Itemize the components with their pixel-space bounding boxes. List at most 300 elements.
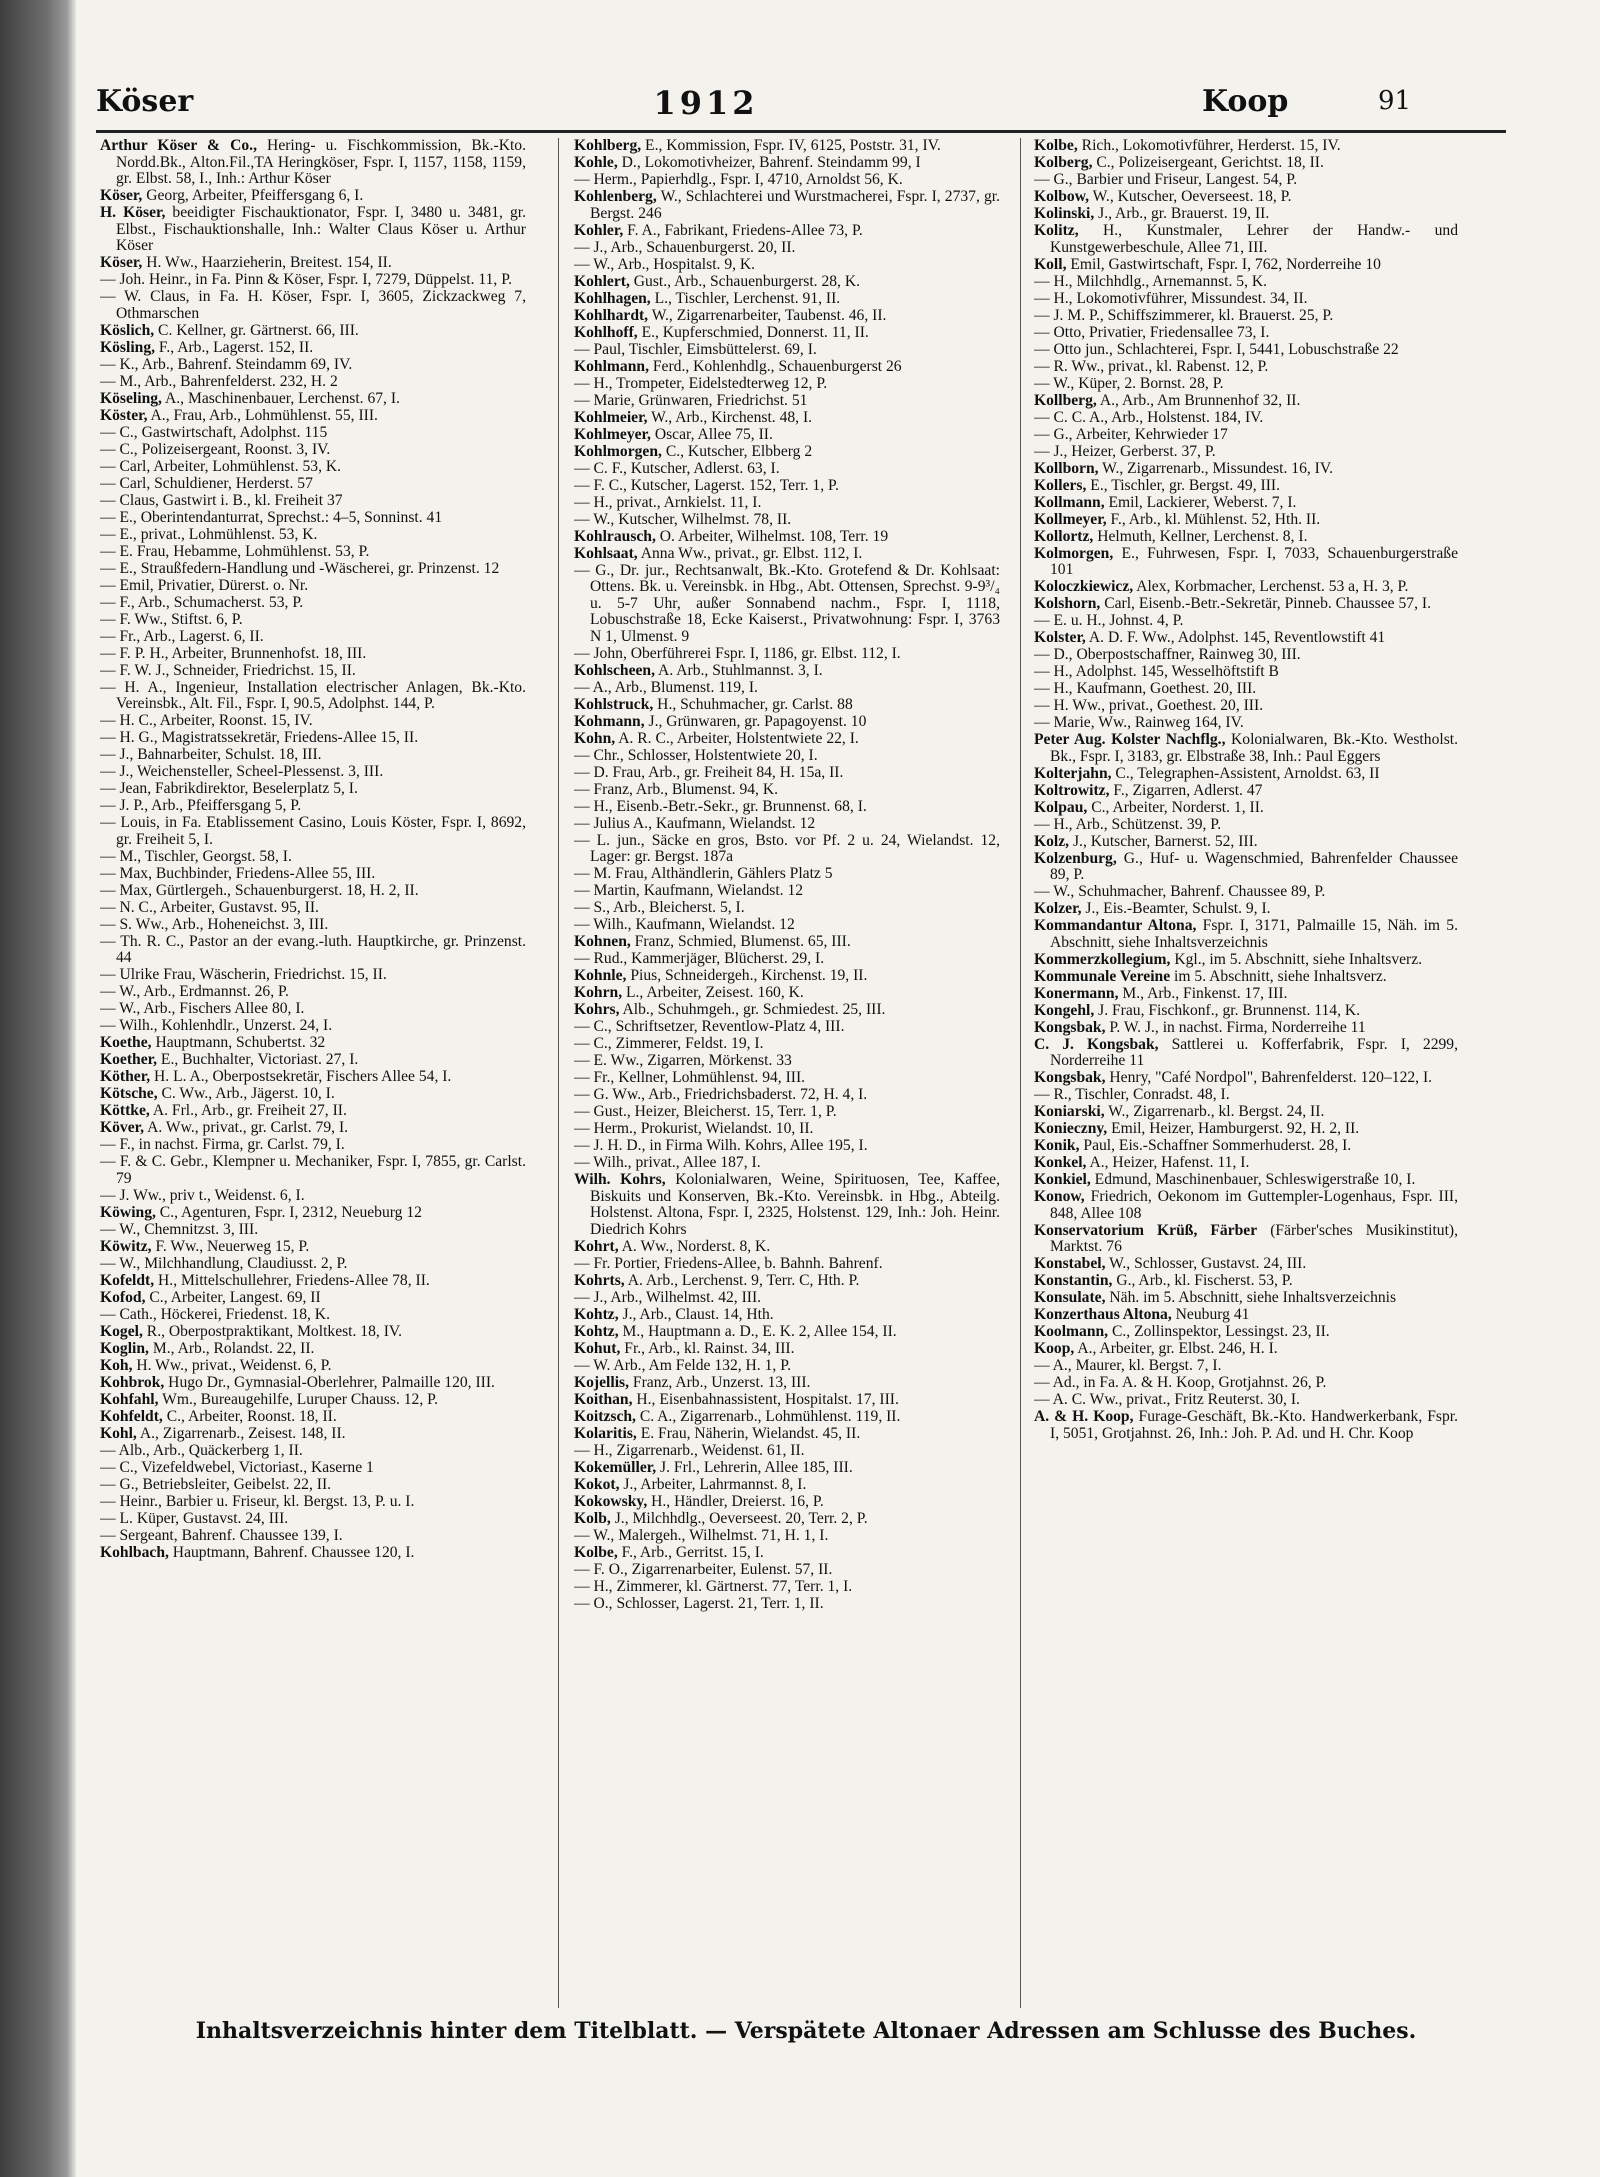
entry-name: Kohnle, xyxy=(574,967,627,984)
directory-entry xyxy=(1034,1358,1458,1375)
entry-details: — Fr., Kellner, Lohmühlenst. 94, III. xyxy=(574,1069,806,1086)
entry-name: Koh, xyxy=(100,1356,133,1374)
entry-name: Kolitz, xyxy=(1034,222,1079,239)
entry-details: — Max, Gürtlergeh., Schauenburgerst. 18, H. 2, II. xyxy=(100,881,419,899)
entry-details: — F. Ww., Stiftst. 6, P. xyxy=(100,610,243,628)
entry-details: — H., Eisenb.-Betr.-Sekr., gr. Brunnenst. 68, I. xyxy=(574,797,867,815)
entry-details: — G., Arbeiter, Kehrwieder 17 xyxy=(1034,425,1228,443)
entry-details: Pius, Schneidergeh., Kirchenst. 19, II. xyxy=(626,967,868,984)
entry-details: A. Arb., Stuhlmannst. 3, I. xyxy=(655,661,823,679)
entry-details: G., Huf- u. Wagenschmied, Bahrenfelder Chaussee 89, P. xyxy=(1050,849,1458,883)
directory-entry xyxy=(100,1443,526,1460)
entry-details: H., Mittelschullehrer, Friedens-Allee 78, II. xyxy=(154,1271,430,1289)
directory-entry xyxy=(574,934,1000,951)
directory-entry xyxy=(1034,1020,1458,1037)
directory-entry xyxy=(100,1392,526,1409)
entry-details: — Rud., Kammerjäger, Blücherst. 29, I. xyxy=(574,950,825,967)
directory-entry xyxy=(100,781,526,798)
entry-details: A., Heizer, Hafenst. 11, I. xyxy=(1086,1154,1250,1171)
directory-entry xyxy=(1034,1223,1458,1256)
entry-details: — Franz, Arb., Blumenst. 94, K. xyxy=(574,780,779,798)
entry-details: A., Zigarrenarb., Zeisest. 148, II. xyxy=(136,1424,346,1442)
directory-entry xyxy=(1034,223,1458,256)
entry-name: Kohlmeyer, xyxy=(574,425,651,443)
directory-entry xyxy=(1034,851,1458,884)
directory-entry xyxy=(1034,274,1458,291)
directory-entry xyxy=(1034,1189,1458,1222)
entry-details: — M. Frau, Althändlerin, Gählers Platz 5 xyxy=(574,865,833,882)
entry-details: — Fr., Arb., Lagerst. 6, II. xyxy=(100,627,264,645)
entry-name: Koitzsch, xyxy=(574,1407,636,1425)
entry-details: Furage-Geschäft, Bk.-Kto. Handwerkerbank, Fspr. I, 5051, Grotjahnst. 26, Inh.: Joh. P. Ad. und H. Chr. Koop xyxy=(1050,1408,1458,1442)
entry-name: Koniarski, xyxy=(1034,1103,1105,1120)
entry-details: Emil, Gastwirtschaft, Fspr. I, 762, Norderreihe 10 xyxy=(1066,255,1381,273)
entry-details: W., Zigarrenarbeiter, Taubenst. 46, II. xyxy=(648,306,887,324)
entry-name: Köser, xyxy=(100,187,143,204)
entry-details: — A., Maurer, kl. Bergst. 7, I. xyxy=(1034,1357,1222,1374)
directory-entry xyxy=(574,646,1000,663)
directory-entry xyxy=(1034,596,1458,613)
entry-name: Kollmann, xyxy=(1034,493,1105,511)
directory-entry xyxy=(100,1256,526,1273)
entry-name: Peter Aug. Kolster Nachflg., xyxy=(1034,731,1226,748)
entry-details: L., Tischler, Lerchenst. 91, II. xyxy=(650,289,841,307)
entry-details: (Färber'sches Musikinstitut), Marktst. 76 xyxy=(1050,1221,1458,1255)
entry-details: — W., Kutscher, Wilhelmst. 78, II. xyxy=(574,510,792,528)
entry-details: J., Milchhdlg., Oeverseest. 20, Terr. 2, P. xyxy=(610,1509,868,1527)
entry-name: Kohrts, xyxy=(574,1271,625,1289)
directory-entry xyxy=(100,1205,526,1222)
entry-name: Köslich, xyxy=(100,321,155,339)
entry-name: Kohlscheen, xyxy=(574,661,656,679)
entry-details: A. Arb., Lerchenst. 9, Terr. C, Hth. P. xyxy=(624,1271,860,1289)
directory-entry xyxy=(1034,206,1458,223)
entry-name: C. J. Kongsbak, xyxy=(1034,1035,1159,1053)
entry-details: — W., Milchhandlung, Claudiusst. 2, P. xyxy=(100,1254,348,1272)
directory-entry xyxy=(100,595,526,612)
entry-details: J., Arb., gr. Brauerst. 19, II. xyxy=(1094,205,1270,222)
directory-entry xyxy=(100,1545,526,1562)
entry-name: Kollmeyer, xyxy=(1034,510,1107,528)
directory-entry xyxy=(574,478,1000,495)
directory-entry xyxy=(100,544,526,561)
entry-details: — W. Claus, in Fa. H. Köser, Fspr. I, 3605, Zickzackweg 7, Othmarschen xyxy=(100,288,526,322)
entry-name: Kohrn, xyxy=(574,984,623,1001)
directory-entry xyxy=(100,459,526,476)
directory-entry xyxy=(574,680,1000,697)
entry-name: Konservatorium Krüß, Färber xyxy=(1034,1221,1258,1239)
directory-entry xyxy=(574,393,1000,410)
entry-details: C., Telegraphen-Assistent, Arnoldst. 63, II xyxy=(1111,764,1380,782)
entry-details: Näh. im 5. Abschnitt, siehe Inhaltsverzeichnis xyxy=(1105,1289,1397,1306)
entry-details: W., Zigarrenarb., Missundest. 16, IV. xyxy=(1098,459,1334,477)
directory-entry xyxy=(100,730,526,747)
entry-details: — J., Bahnarbeiter, Schulst. 18, III. xyxy=(100,746,322,763)
directory-entry xyxy=(574,189,1000,222)
directory-entry xyxy=(1034,342,1458,359)
entry-name: Koloczkiewicz, xyxy=(1034,578,1134,595)
entry-details: — E., privat., Lohmühlenst. 53, K. xyxy=(100,525,318,543)
directory-entry xyxy=(100,1511,526,1528)
entry-details: R., Oberpostpraktikant, Moltkest. 18, IV. xyxy=(142,1322,403,1340)
directory-entry xyxy=(1034,1172,1458,1189)
entry-details: — Wilh., Kaufmann, Wielandst. 12 xyxy=(574,916,795,933)
entry-details: — Carl, Schuldiener, Herderst. 57 xyxy=(100,474,313,492)
directory-entry xyxy=(574,1341,1000,1358)
entry-details: F. Ww., Neuerweg 15, P. xyxy=(151,1237,310,1255)
entry-details: — Gust., Heizer, Bleicherst. 15, Terr. 1, P. xyxy=(574,1103,837,1120)
entry-details: — Joh. Heinr., in Fa. Pinn & Köser, Fspr. I, 7279, Düppelst. 11, P. xyxy=(100,271,513,288)
entry-details: — C., Schriftsetzer, Reventlow-Platz 4, III. xyxy=(574,1018,845,1035)
entry-details: Kolonialwaren, Bk.-Kto. Westholst. Bk., Fspr. I, 3183, gr. Elbstraße 38, Inh.: Paul Eggers xyxy=(1050,731,1458,765)
entry-details: — Emil, Privatier, Dürerst. o. Nr. xyxy=(100,576,309,594)
entry-name: Kohlenberg, xyxy=(574,188,657,205)
entry-details: — L. jun., Säcke en gros, Bsto. vor Pf. 2 u. 24, Wielandst. 12, Lager: gr. Bergst. 187a xyxy=(574,831,1000,865)
entry-details: — C., Gastwirtschaft, Adolphst. 115 xyxy=(100,423,328,441)
directory-entry xyxy=(100,255,526,272)
directory-entry xyxy=(574,985,1000,1002)
directory-entry xyxy=(574,1596,1000,1613)
entry-details: — H. G., Magistratssekretär, Friedens-Allee 15, II. xyxy=(100,729,419,746)
entry-details: F. A., Fabrikant, Friedens-Allee 73, P. xyxy=(623,221,863,239)
entry-name: Kohn, xyxy=(574,729,616,747)
entry-name: Kohlsaat, xyxy=(574,544,638,562)
entry-details: C. Kellner, gr. Gärtnerst. 66, III. xyxy=(154,321,359,339)
entry-details: — H., Lokomotivführer, Missundest. 34, II. xyxy=(1034,289,1308,307)
entry-name: Kolbe, xyxy=(1034,138,1078,154)
entry-name: Kohlmann, xyxy=(574,357,649,375)
entry-details: — Chr., Schlosser, Holstentwiete 20, I. xyxy=(574,746,818,764)
directory-entry xyxy=(100,1290,526,1307)
entry-details: — F., in nachst. Firma, gr. Carlst. 79, I. xyxy=(100,1136,345,1153)
directory-entry xyxy=(100,391,526,408)
directory-entry xyxy=(1034,155,1458,172)
entry-details: Friedrich, Oekonom im Guttempler-Logenhaus, Fspr. III, 848, Allee 108 xyxy=(1050,1188,1458,1222)
directory-entry xyxy=(574,900,1000,917)
entry-name: Kofeldt, xyxy=(100,1271,155,1289)
directory-entry xyxy=(574,325,1000,342)
directory-entry xyxy=(1034,1409,1458,1442)
directory-entry xyxy=(574,799,1000,816)
header-first-name: Köser xyxy=(96,84,194,119)
directory-entry xyxy=(1034,884,1458,901)
directory-entry xyxy=(1034,630,1458,647)
entry-details: Neuburg 41 xyxy=(1171,1306,1250,1323)
entry-details: — E., Straußfedern-Handlung und -Wäscherei, gr. Prinzenst. 12 xyxy=(100,559,500,577)
directory-entry xyxy=(100,1358,526,1375)
directory-entry xyxy=(100,798,526,815)
entry-details: H. Ww., privat., Weidenst. 6, P. xyxy=(132,1356,332,1374)
entry-details: — Carl, Arbeiter, Lohmühlenst. 53, K. xyxy=(100,457,342,475)
directory-entry xyxy=(1034,1256,1458,1273)
directory-entry xyxy=(574,155,1000,172)
directory-entry xyxy=(574,731,1000,748)
entry-name: Kohtz, xyxy=(574,1305,619,1323)
entry-name: Kollortz, xyxy=(1034,527,1094,545)
entry-details: Emil, Lackierer, Weberst. 7, I. xyxy=(1104,493,1297,511)
directory-entry xyxy=(1034,138,1458,155)
directory-entry xyxy=(100,1239,526,1256)
entry-details: H. L. A., Oberpostsekretär, Fischers Allee 54, I. xyxy=(150,1068,452,1085)
directory-entry xyxy=(574,697,1000,714)
entry-details: Oscar, Allee 75, II. xyxy=(650,425,773,443)
directory-entry xyxy=(1034,1375,1458,1392)
entry-details: Franz, Arb., Unzerst. 13, III. xyxy=(629,1373,811,1391)
entry-details: — H. A., Ingenieur, Installation electrischer Anlagen, Bk.-Kto. Vereinsbk., Alt. Fil., Fspr. I, 90.5, Adolphst. 144, P. xyxy=(100,678,526,712)
entry-details: W., Schlachterei und Wurstmacherei, Fspr. I, 2737, gr. Bergst. 246 xyxy=(590,188,1000,222)
directory-entry xyxy=(1034,681,1458,698)
entry-details: Hugo Dr., Gymnasial-Oberlehrer, Palmaille 120, III. xyxy=(164,1373,495,1391)
header-rule xyxy=(96,130,1506,133)
entry-name: Kongsbak, xyxy=(1034,1018,1106,1036)
entry-details: — C. C. A., Arb., Holstenst. 184, IV. xyxy=(1034,408,1264,426)
entry-name: Kohfahl, xyxy=(100,1390,159,1408)
entry-details: — N. C., Arbeiter, Gustavst. 95, II. xyxy=(100,898,319,916)
directory-entry xyxy=(1034,1003,1458,1020)
directory-entry xyxy=(1034,698,1458,715)
directory-entry xyxy=(100,188,526,205)
directory-entry xyxy=(574,1155,1000,1172)
entry-name: Kösling, xyxy=(100,338,156,356)
directory-entry xyxy=(1034,393,1458,410)
entry-name: Kohnen, xyxy=(574,933,631,950)
entry-name: Kolzenburg, xyxy=(1034,849,1117,867)
entry-details: E., Tischler, gr. Bergst. 49, III. xyxy=(1086,476,1280,494)
entry-details: Henry, "Café Nordpol", Bahrenfelderst. 120–122, I. xyxy=(1105,1069,1433,1086)
directory-entry xyxy=(100,357,526,374)
entry-name: Kohlrausch, xyxy=(574,527,656,545)
directory-entry xyxy=(574,765,1000,782)
directory-entry xyxy=(100,713,526,730)
entry-name: Kolb, xyxy=(574,1509,611,1527)
entry-details: — Jean, Fabrikdirektor, Beselerplatz 5, I. xyxy=(100,780,358,797)
entry-name: Konsulate, xyxy=(1034,1289,1106,1306)
entry-name: Köwitz, xyxy=(100,1237,152,1255)
entry-name: Kohfeldt, xyxy=(100,1407,163,1425)
entry-name: Arthur Köser & Co., xyxy=(100,138,257,154)
directory-entry xyxy=(100,323,526,340)
directory-entry xyxy=(100,1477,526,1494)
entry-name: Kokowsky, xyxy=(574,1492,648,1510)
entry-name: Kommandantur Altona, xyxy=(1034,917,1197,934)
entry-details: C., Zollinspektor, Lessingst. 23, II. xyxy=(1108,1323,1330,1340)
directory-entry xyxy=(100,1154,526,1187)
directory-entry xyxy=(100,1341,526,1358)
entry-name: Kolterjahn, xyxy=(1034,764,1112,782)
entry-details: — C. F., Kutscher, Adlerst. 63, I. xyxy=(574,459,780,477)
directory-entry xyxy=(574,663,1000,680)
entry-details: — J., Arb., Schauenburgerst. 20, II. xyxy=(574,238,796,256)
entry-details: — Herm., Prokurist, Wielandst. 10, II. xyxy=(574,1120,814,1137)
directory-entry xyxy=(1034,172,1458,189)
entry-name: Köser, xyxy=(100,254,143,271)
column-1 xyxy=(100,138,526,2018)
directory-entry xyxy=(1034,257,1458,274)
directory-entry xyxy=(574,529,1000,546)
directory-entry xyxy=(100,1052,526,1069)
directory-entry xyxy=(574,1494,1000,1511)
directory-entry xyxy=(100,1426,526,1443)
directory-entry xyxy=(100,1018,526,1035)
entry-details: A., Maschinenbauer, Lerchenst. 67, I. xyxy=(161,389,400,407)
directory-entry xyxy=(100,289,526,322)
entry-details: — W., Chemnitzst. 3, III. xyxy=(100,1220,259,1238)
entry-details: — H. Ww., privat., Goethest. 20, III. xyxy=(1034,697,1264,714)
entry-details: Wm., Bureaugehilfe, Luruper Chauss. 12, P. xyxy=(158,1390,438,1408)
directory-entry xyxy=(574,1392,1000,1409)
directory-entry xyxy=(574,968,1000,985)
entry-name: Kolberg, xyxy=(1034,154,1093,171)
directory-entry xyxy=(1034,1324,1458,1341)
entry-name: Kohtz, xyxy=(574,1322,619,1340)
directory-entry xyxy=(100,1103,526,1120)
entry-details: beeidigter Fischauktionator, Fspr. I, 3480 u. 3481, gr. Elbst., Fischauktionshalle, Inh.: Walter Claus Köser u. Arthur Köser xyxy=(116,204,526,254)
page-footer: Inhaltsverzeichnis hinter dem Titelblatt. — Verspätete Altonaer Adressen am Schlusse des Buches. xyxy=(195,2018,1417,2044)
directory-entry xyxy=(1034,1104,1458,1121)
entry-name: Kolster, xyxy=(1034,629,1086,646)
directory-entry xyxy=(574,495,1000,512)
header-year: 1912 xyxy=(653,84,759,122)
directory-entry xyxy=(574,714,1000,731)
entry-details: A. Ww., Norderst. 8, K. xyxy=(618,1237,771,1255)
entry-details: — A. C. Ww., privat., Fritz Reuterst. 30, I. xyxy=(1034,1391,1300,1408)
directory-entry xyxy=(1034,952,1458,969)
column-2 xyxy=(574,138,1000,2018)
directory-entry xyxy=(100,527,526,544)
entry-details: F., Arb., kl. Mühlenst. 52, Hth. II. xyxy=(1106,510,1321,528)
entry-details: — W., Malergeh., Wilhelmst. 71, H. 1, I. xyxy=(574,1526,829,1544)
entry-details: — H. C., Arbeiter, Roonst. 15, IV. xyxy=(100,712,313,729)
entry-details: — Otto jun., Schlachterei, Fspr. I, 5441, Lobuschstraße 22 xyxy=(1034,340,1399,358)
entry-details: A. D. F. Ww., Adolphst. 145, Reventlowstift 41 xyxy=(1085,629,1386,646)
directory-entry xyxy=(574,951,1000,968)
entry-name: Köseling, xyxy=(100,389,162,407)
entry-details: — H., Milchhdlg., Arnemannst. 5, K. xyxy=(1034,272,1268,290)
entry-details: Carl, Eisenb.-Betr.-Sekretär, Pinneb. Chaussee 57, I. xyxy=(1100,595,1431,612)
entry-name: Kohler, xyxy=(574,221,624,239)
entry-details: G., Arb., kl. Fischerst. 53, P. xyxy=(1112,1272,1293,1289)
directory-entry xyxy=(574,291,1000,308)
entry-details: Edmund, Maschinenbauer, Schleswigerstraße 10, I. xyxy=(1090,1171,1416,1188)
entry-details: M., Hauptmann a. D., E. K. 2, Allee 154, II. xyxy=(618,1322,897,1340)
directory-entry xyxy=(100,900,526,917)
entry-details: J., Kutscher, Barnerst. 52, III. xyxy=(1069,832,1258,850)
entry-details: C., Arbeiter, Norderst. 1, II. xyxy=(1087,798,1264,816)
entry-details: C. Ww., Arb., Jägerst. 10, I. xyxy=(157,1085,335,1102)
entry-details: H., Schuhmacher, gr. Carlst. 88 xyxy=(653,695,853,713)
directory-entry xyxy=(100,1528,526,1545)
entry-details: M., Arb., Finkenst. 17, III. xyxy=(1118,984,1288,1002)
entry-details: C., Agenturen, Fspr. I, 2312, Neueburg 12 xyxy=(155,1203,422,1221)
directory-entry xyxy=(574,257,1000,274)
directory-entry xyxy=(100,374,526,391)
directory-entry xyxy=(1034,1121,1458,1138)
entry-name: Kohmann, xyxy=(574,712,645,730)
entry-name: Köwing, xyxy=(100,1203,156,1221)
entry-name: Konermann, xyxy=(1034,984,1119,1002)
entry-details: — Claus, Gastwirt i. B., kl. Freiheit 37 xyxy=(100,491,343,509)
directory-entry xyxy=(574,816,1000,833)
entry-details: Kolonialwaren, Weine, Spirituosen, Tee, Kaffee, Biskuits und Konserven, Bk.-Kto. Vereinsbk. in Hbg., Abteilg. Holstenst. Altona, Fspr. I, 2325, Holstenst. 129, Inh.: Joh. Heinr. Diedrich Kohrs xyxy=(590,1171,1000,1238)
entry-details: — Heinr., Barbier u. Friseur, kl. Bergst. 13, P. u. I. xyxy=(100,1492,415,1510)
directory-entry xyxy=(1034,1392,1458,1409)
directory-entry xyxy=(100,561,526,578)
directory-entry xyxy=(100,1137,526,1154)
entry-details: Emil, Heizer, Hamburgerst. 92, H. 2, II. xyxy=(1107,1120,1360,1137)
entry-details: C., Arbeiter, Langest. 69, II xyxy=(145,1288,321,1306)
directory-entry xyxy=(100,849,526,866)
entry-details: J., Arb., Claust. 14, Hth. xyxy=(618,1305,774,1323)
entry-details: — O., Schlosser, Lagerst. 21, Terr. 1, II. xyxy=(574,1594,824,1612)
entry-details: — Herm., Papierhdlg., Fspr. I, 4710, Arnoldst 56, K. xyxy=(574,171,903,188)
entry-details: — F. C., Kutscher, Lagerst. 152, Terr. 1, P. xyxy=(574,476,839,494)
directory-entry xyxy=(1034,427,1458,444)
entry-details: — Paul, Tischler, Eimsbüttelerst. 69, I. xyxy=(574,340,817,358)
entry-details: E., Kupferschmied, Donnerst. 11, II. xyxy=(637,323,869,341)
header-last-name: Koop xyxy=(1202,84,1289,119)
entry-details: Kgl., im 5. Abschnitt, siehe Inhaltsverz. xyxy=(1170,950,1423,968)
entry-details: Hauptmann, Schubertst. 32 xyxy=(151,1034,326,1051)
directory-entry xyxy=(1034,325,1458,342)
entry-name: Koithan, xyxy=(574,1390,633,1408)
entry-details: E., Kommission, Fspr. IV, 6125, Poststr. 31, IV. xyxy=(641,138,941,154)
directory-entry xyxy=(100,612,526,629)
entry-details: — Max, Buchbinder, Friedens-Allee 55, III. xyxy=(100,864,376,882)
entry-details: — J. P., Arb., Pfeiffersgang 5, P. xyxy=(100,797,302,814)
entry-details: E. Frau, Näherin, Wielandst. 45, II. xyxy=(636,1424,861,1442)
entry-name: Kogel, xyxy=(100,1322,143,1340)
directory-entry xyxy=(1034,546,1458,579)
entry-name: Kofod, xyxy=(100,1288,146,1306)
directory-entry xyxy=(1034,766,1458,783)
entry-details: — W. Arb., Am Felde 132, H. 1, P. xyxy=(574,1356,792,1374)
entry-name: Kohlmorgen, xyxy=(574,442,662,460)
directory-entry xyxy=(574,1070,1000,1087)
entry-name: Kohlberg, xyxy=(574,138,642,154)
directory-entry xyxy=(1034,529,1458,546)
entry-name: H. Köser, xyxy=(100,204,166,221)
directory-entry xyxy=(100,1375,526,1392)
entry-name: Wilh. Kohrs, xyxy=(574,1171,666,1188)
entry-details: — E., Oberintendanturrat, Sprechst.: 4–5, Sonninst. 41 xyxy=(100,508,443,526)
entry-details: — J., Weichensteller, Scheel-Plessenst. 3, III. xyxy=(100,763,384,780)
entry-details: Alex, Korbmacher, Lerchenst. 53 a, H. 3, P. xyxy=(1133,578,1409,595)
entry-details: A., Arb., Am Brunnenhof 32, II. xyxy=(1096,391,1301,409)
directory-entry xyxy=(574,1053,1000,1070)
entry-details: — Alb., Arb., Quäckerberg 1, II. xyxy=(100,1441,303,1459)
entry-details: Sattlerei u. Kofferfabrik, Fspr. I, 2299, Norderreihe 11 xyxy=(1050,1035,1458,1069)
directory-entry xyxy=(1034,444,1458,461)
entry-details: H. Ww., Haarzieherin, Breitest. 154, II. xyxy=(142,254,392,271)
directory-entry xyxy=(574,1409,1000,1426)
entry-name: Kohrs, xyxy=(574,1001,620,1018)
entry-details: im 5. Abschnitt, siehe Inhaltsverz. xyxy=(1170,967,1387,985)
entry-details: Ferd., Kohlenhdlg., Schauenburgerst 26 xyxy=(648,357,902,375)
directory-entry xyxy=(1034,901,1458,918)
entry-details: — C., Vizefeldwebel, Victoriast., Kaserne 1 xyxy=(100,1458,374,1476)
entry-details: F., Arb., Lagerst. 152, II. xyxy=(155,338,314,356)
directory-entry xyxy=(574,833,1000,866)
entry-details: C., Kutscher, Elbberg 2 xyxy=(661,442,813,460)
entry-name: Konzerthaus Altona, xyxy=(1034,1306,1172,1323)
entry-details: — A., Arb., Blumenst. 119, I. xyxy=(574,678,758,696)
entry-name: A. & H. Koop, xyxy=(1034,1408,1134,1425)
entry-details: — Louis, in Fa. Etablissement Casino, Louis Köster, Fspr. I, 8692, gr. Freiheit 5, I. xyxy=(100,814,526,848)
entry-name: Konstabel, xyxy=(1034,1255,1106,1272)
directory-entry xyxy=(574,1256,1000,1273)
directory-entry xyxy=(1034,1070,1458,1087)
entry-name: Kohlstruck, xyxy=(574,695,654,713)
